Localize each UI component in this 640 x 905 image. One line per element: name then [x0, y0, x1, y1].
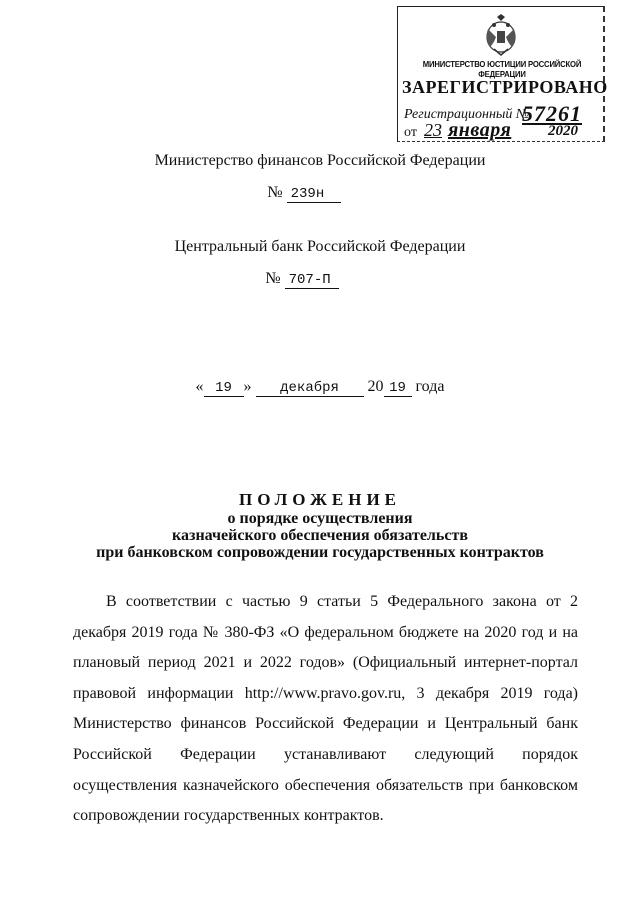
stamp-regnum-value: 57261 [522, 101, 582, 126]
minfin-name: Министерство финансов Российской Федерации [154, 152, 486, 169]
minfin-number [0, 184, 624, 203]
document-date [0, 378, 640, 397]
date-open-quote: « [195, 378, 204, 395]
title-line-1: о порядке осуществления [227, 510, 413, 527]
cbr-number-label: № [265, 270, 281, 287]
stamp-from-day: 23 [424, 120, 442, 140]
title-line-3: при банковском сопровождении государственных контрактов [96, 544, 544, 561]
cbr-number-value: 707-П [285, 272, 339, 289]
stamp-from-year: 2020 [548, 123, 578, 139]
stamp-regnum-label: Регистрационный № [404, 107, 530, 122]
date-year-suffix: 19 [384, 380, 412, 397]
date-year-word: года [415, 378, 445, 395]
stamp-from-label: от [404, 125, 417, 140]
date-day: 19 [204, 380, 244, 397]
body-text [73, 587, 578, 832]
cbr-name: Центральный банк Российской Федерации [174, 238, 466, 255]
registration-stamp [397, 6, 608, 142]
stamp-ministry: МИНИСТЕРСТВО ЮСТИЦИИ РОССИЙСКОЙ ФЕДЕРАЦИИ [422, 59, 582, 79]
stamp-from-month: января [448, 119, 512, 141]
date-year-prefix: 20 [367, 378, 384, 395]
minfin-number-value: 239н [287, 186, 341, 203]
body-paragraph: В соответствии с частью 9 статьи 5 Федерального закона от 2 декабря 2019 года № 380-ФЗ «О федеральном бюджете на 2020 год и на плановый период 2021 и 2022 годов» (Официальный интернет-портал правовой информации http://www.pravo.gov.ru, 3 декабря 2019 года) Министерство финансов Российской Федерации и Центральный банк Российской Федерации устанавливают следующий порядок осуществления казначейского обеспечения обязательств при банковском сопровождении государственных контрактов. [73, 593, 578, 825]
stamp-registered: ЗАРЕГИСТРИРОВАНО [402, 77, 608, 97]
date-close-quote: » [243, 378, 252, 395]
title-line-2: казначейского обеспечения обязательств [172, 527, 468, 544]
minfin-number-label: № [267, 184, 283, 201]
cbr-number [0, 270, 622, 289]
document-title: ПОЛОЖЕНИЕ [239, 490, 401, 509]
date-month: декабря [256, 380, 364, 397]
coat-of-arms-icon [482, 13, 520, 57]
